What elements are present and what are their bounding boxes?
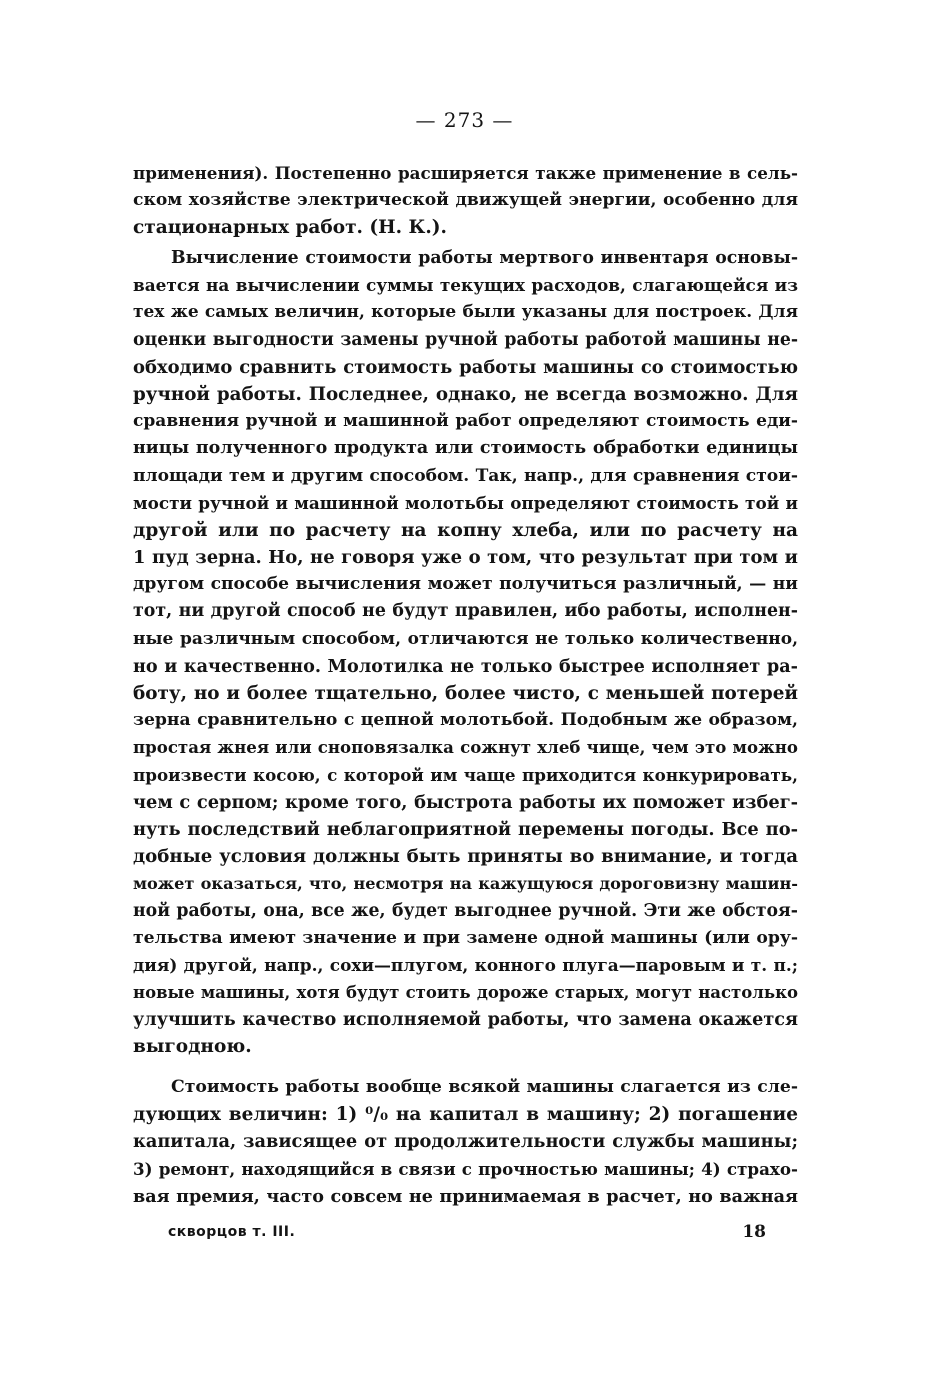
text-line: ной работы, она, все же, будет выгоднее ручной. Эти же обстоя- bbox=[133, 900, 798, 921]
text-line: 3) ремонт, находящийся в связи с прочностью машины; 4) страхо- bbox=[133, 1158, 798, 1179]
footer-signature: скворцов т. III. bbox=[168, 1224, 296, 1240]
text-line: новые машины, хотя будут стоить дороже старых, могут настолько bbox=[133, 982, 798, 1003]
text-line: вая премия, часто совсем не принимаемая в расчет, но важная bbox=[133, 1185, 798, 1207]
text-line: тех же самых величин, которые были указаны для построек. Для bbox=[133, 302, 798, 323]
text-line: боту, но и более тщательно, более чисто, с меньшей потерей bbox=[133, 683, 798, 704]
text-line: Стоимость работы вообще всякой машины слагается из сле- bbox=[171, 1077, 798, 1097]
text-line: улучшить качество исполняемой работы, что замена окажется bbox=[133, 1009, 798, 1031]
text-line: Вычисление стоимости работы мертвого инвентаря основы- bbox=[171, 248, 798, 268]
footer-sheet-number: 18 bbox=[742, 1222, 766, 1242]
text-line: нуть последствий неблагоприятной перемены погоды. Все по- bbox=[133, 818, 798, 840]
text-line: простая жнея или сноповязалка сожнут хлеб чище, чем это можно bbox=[133, 737, 798, 758]
text-line: может оказаться, что, несмотря на кажущуюся дороговизну машин- bbox=[133, 874, 798, 894]
paragraph-2 bbox=[133, 245, 798, 1061]
text-line: ные различным способом, отличаются не только количественно, bbox=[133, 628, 798, 649]
text-line: капитала, зависящее от продолжительности службы машины; bbox=[133, 1131, 798, 1153]
paragraph-1 bbox=[133, 160, 798, 242]
page-number: — 273 — bbox=[415, 108, 514, 132]
text-line: но и качественно. Молотилка не только быстрее исполняет ра- bbox=[133, 655, 798, 677]
text-line: вается на вычислении суммы текущих расходов, слагающейся из bbox=[133, 275, 798, 296]
text-line: тельства имеют значение и при замене одной машины (или ору- bbox=[133, 927, 798, 948]
text-line: сравнения ручной и машинной работ определяют стоимость еди- bbox=[133, 411, 798, 432]
text-line: зерна сравнительно с цепной молотьбой. Подобным же образом, bbox=[133, 710, 798, 731]
text-line: дующих величин: 1) ⁰/₀ на капитал в машину; 2) погашение bbox=[133, 1104, 798, 1126]
text-line: ручной работы. Последнее, однако, не всегда возможно. Для bbox=[133, 383, 798, 405]
paragraph-3 bbox=[133, 1074, 798, 1210]
text-line: мости ручной и машинной молотьбы определяют стоимость той и bbox=[133, 492, 798, 513]
text-line: ницы полученного продукта или стоимость обработки единицы bbox=[133, 438, 798, 459]
text-line: произвести косою, с которой им чаще приходится конкурировать, bbox=[133, 764, 798, 785]
text-line: оценки выгодности замены ручной работы работой машины не- bbox=[133, 329, 798, 350]
text-line: площади тем и другим способом. Так, напр., для сравнения стои- bbox=[133, 465, 798, 486]
text-line: тот, ни другой способ не будут правилен, ибо работы, исполнен- bbox=[133, 601, 798, 622]
text-line: 1 пуд зерна. Но, не говоря уже о том, что результат при том и bbox=[133, 547, 798, 569]
text-line: другой или по расчету на копну хлеба, или по расчету на bbox=[133, 519, 798, 541]
text-line: стационарных работ. (Н. К.). bbox=[133, 217, 447, 239]
text-line: ском хозяйстве электрической движущей энергии, особенно для bbox=[133, 190, 798, 211]
text-line: добные условия должны быть приняты во внимание, и тогда bbox=[133, 846, 798, 868]
text-line: чем с серпом; кроме того, быстрота работы их поможет избег- bbox=[133, 791, 798, 813]
text-line: применения). Постепенно расширяется также применение в сель- bbox=[133, 163, 798, 183]
text-line: другом способе вычисления может получиться различный, — ни bbox=[133, 574, 798, 595]
text-line: обходимо сравнить стоимость работы машины со стоимостью bbox=[133, 356, 798, 378]
text-line: выгодною. bbox=[133, 1036, 252, 1058]
text-line: дия) другой, напр., сохи—плугом, конного плуга—паровым и т. п.; bbox=[133, 954, 798, 975]
